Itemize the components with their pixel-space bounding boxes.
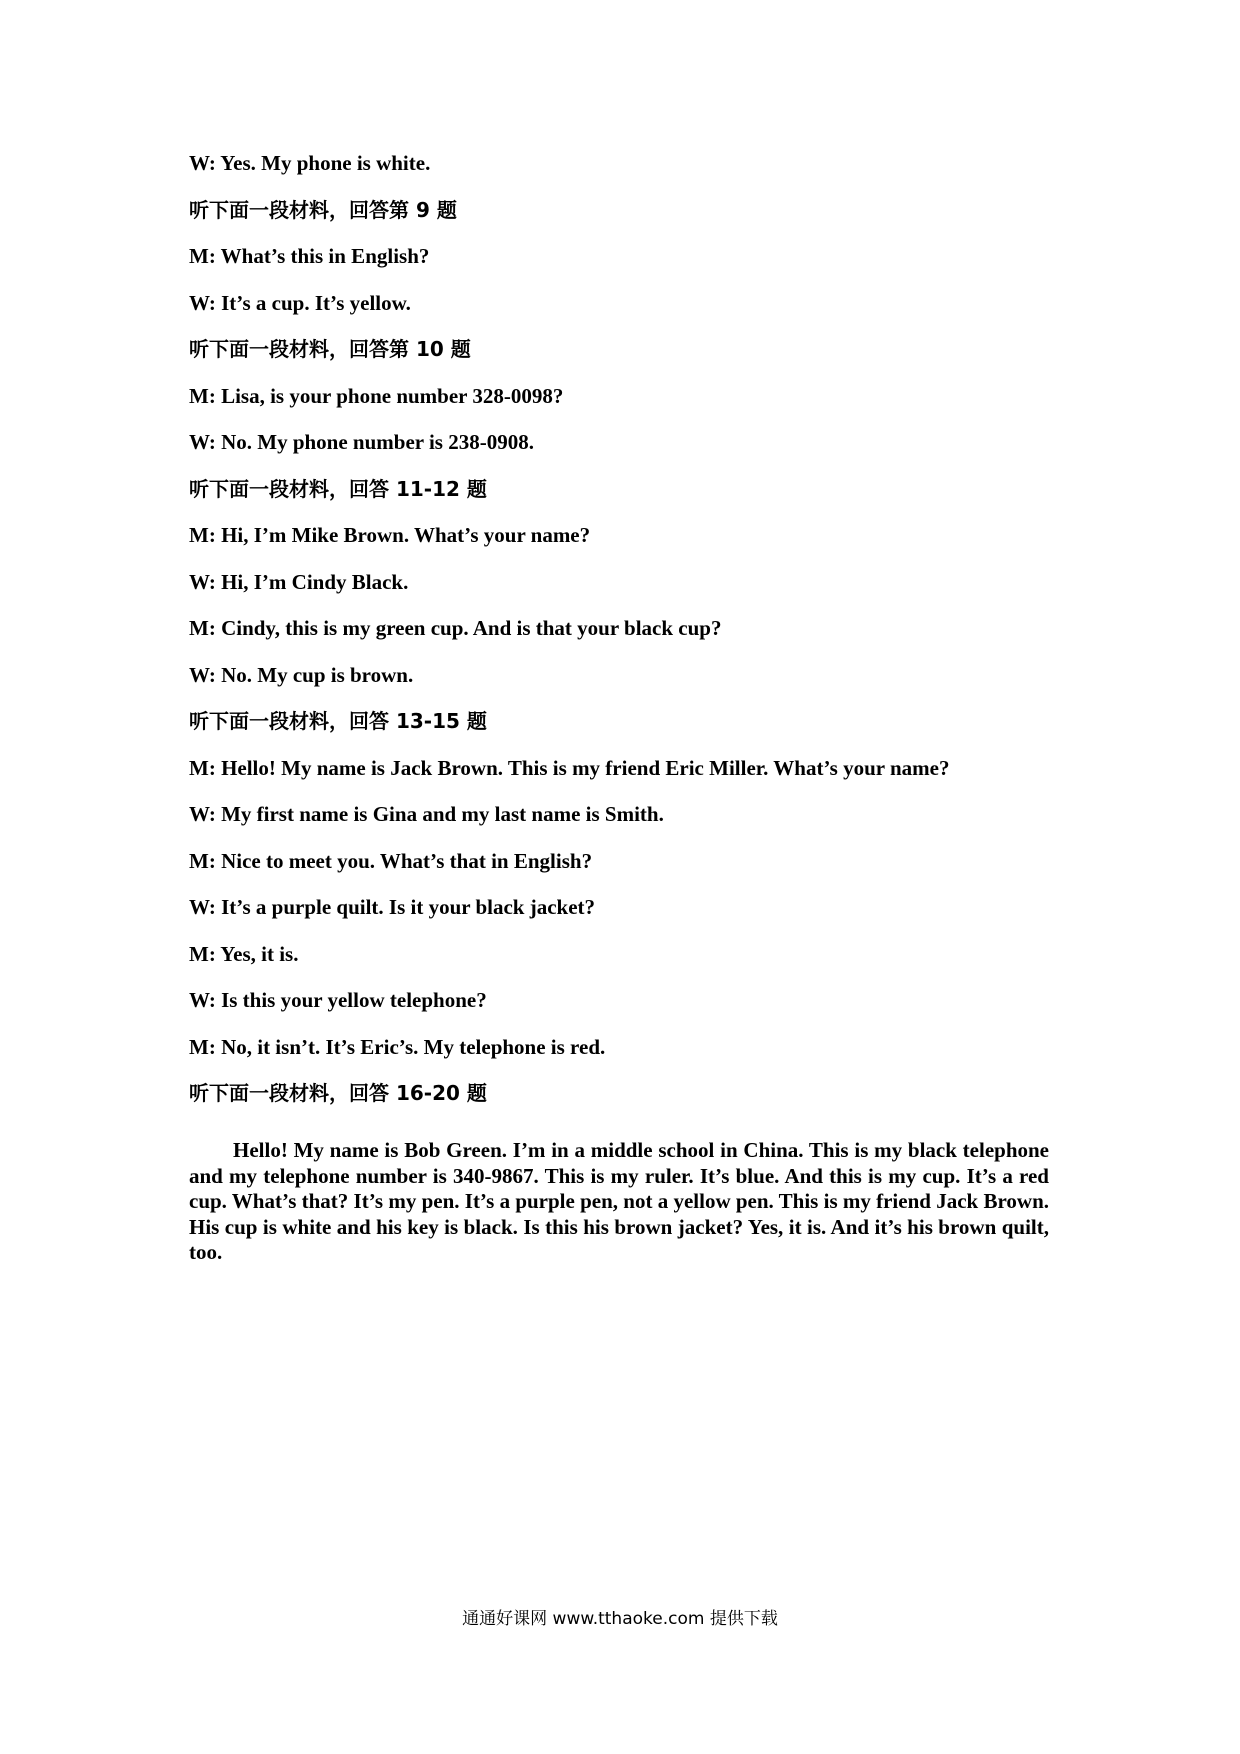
dialogue-line: M: What’s this in English? <box>189 244 430 268</box>
dialogue-line: M: Yes, it is. <box>189 941 299 966</box>
dialogue-line: M: Hi, I’m Mike Brown. What’s your name? <box>189 523 591 547</box>
dialogue-line: W: It’s a purple quilt. Is it your black jacket? <box>189 895 596 919</box>
section-heading: 听下面一段材料，回答第 10 题 <box>189 337 471 361</box>
passage-paragraph: Hello! My name is Bob Green. I’m in a middle school in China. This is my black telephone and my telephone number is 340-9867. This is my ruler. It’s blue. And this is my cup. It’s a red cup. What’s that? It’s my pen. It’s a purple pen, not a yellow pen. This is my friend Jack Brown. His cup is white and his key is black. Is this his brown jacket? Yes, it is. And it’s his brown quilt, too. <box>189 1138 1049 1264</box>
transcript-lines <box>189 150 1049 1127</box>
dialogue-line: M: No, it isn’t. It’s Eric’s. My telephone is red. <box>189 1034 606 1059</box>
dialogue-line: M: Lisa, is your phone number 328-0098? <box>189 383 564 408</box>
dialogue-line: W: My first name is Gina and my last name is Smith. <box>189 802 664 826</box>
section-heading: 听下面一段材料，回答 11-12 题 <box>189 476 487 501</box>
dialogue-line: W: No. My cup is brown. <box>189 662 414 687</box>
dialogue-line: W: Yes. My phone is white. <box>189 151 431 175</box>
section-heading: 听下面一段材料，回答 16-20 题 <box>189 1081 487 1105</box>
dialogue-line: M: Nice to meet you. What’s that in English? <box>189 848 593 873</box>
dialogue-line: M: Hello! My name is Jack Brown. This is my friend Eric Miller. What’s your name? <box>189 755 950 780</box>
dialogue-line: W: No. My phone number is 238-0908. <box>189 430 534 454</box>
section-heading: 听下面一段材料，回答 13-15 题 <box>189 709 487 733</box>
section-heading: 听下面一段材料，回答第 9 题 <box>189 197 457 222</box>
page-footer: 通通好课网 www.tthaoke.com 提供下载 <box>462 1609 778 1629</box>
dialogue-line: W: Hi, I’m Cindy Black. <box>189 569 409 594</box>
dialogue-line: W: It’s a cup. It’s yellow. <box>189 290 411 315</box>
dialogue-line: W: Is this your yellow telephone? <box>189 988 487 1012</box>
dialogue-line: M: Cindy, this is my green cup. And is that your black cup? <box>189 616 722 640</box>
